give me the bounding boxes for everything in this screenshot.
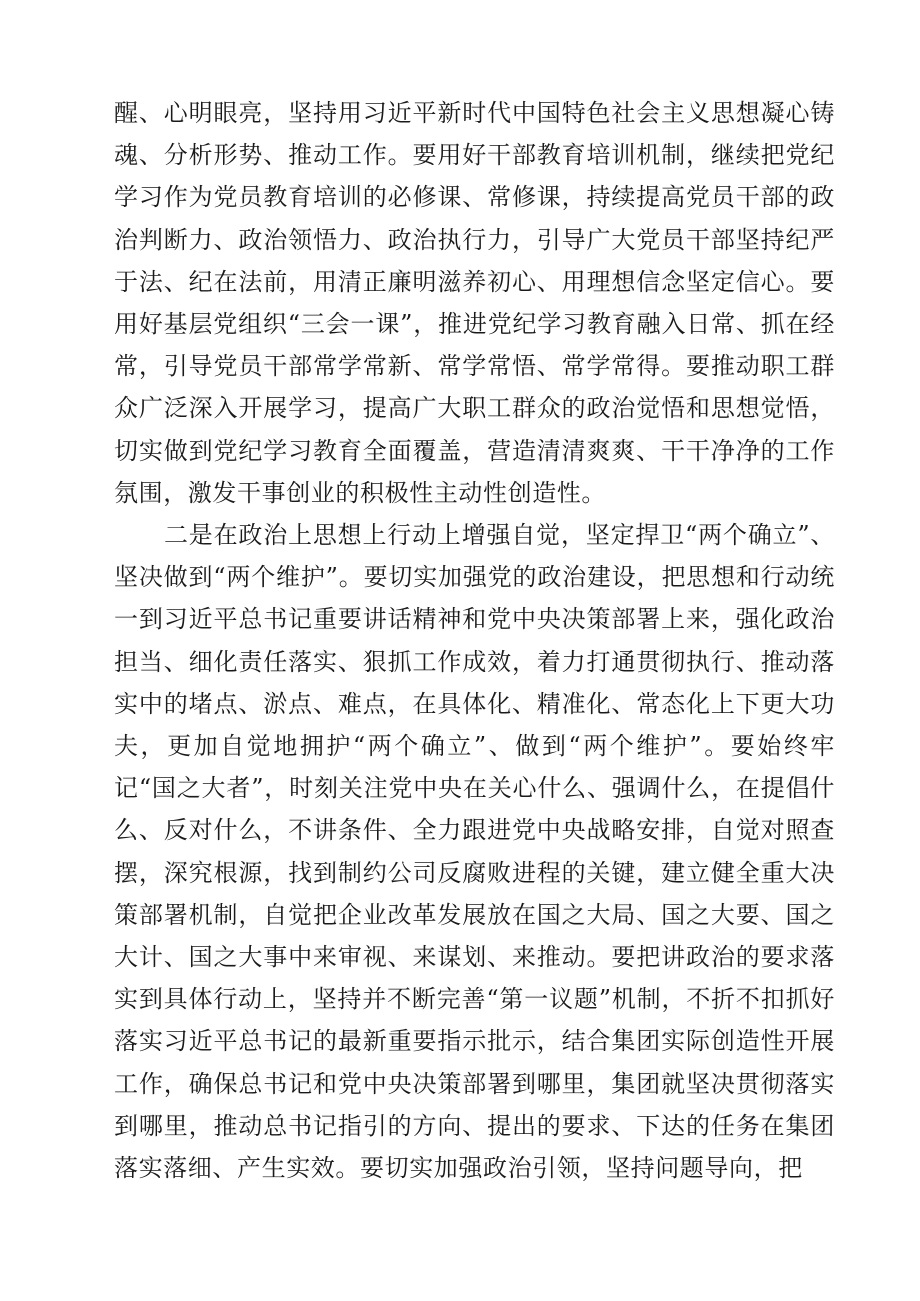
document-body <box>114 92 835 1189</box>
paragraph-continuation: 醒、心明眼亮，坚持用习近平新时代中国特色社会主义思想凝心铸魂、分析形势、推动工作。要用好干部教育培训机制，继续把党纪学习作为党员教育培训的必修课、常修课，持续提高党员干部的政治判断力、政治领悟力、政治执行力，引导广大党员干部坚持纪严于法、纪在法前，用清正廉明滋养初心、用理想信念坚定信心。要用好基层党组织“三会一课”，推进党纪学习教育融入日常、抓在经常，引导党员干部常学常新、常学常悟、常学常得。要推动职工群众广泛深入开展学习，提高广大职工群众的政治觉悟和思想觉悟，切实做到党纪学习教育全面覆盖，营造清清爽爽、干干净净的工作氛围，激发干事创业的积极性主动性创造性。 <box>114 99 835 507</box>
paragraph-point-two: 二是在政治上思想上行动上增强自觉，坚定捍卫“两个确立”、坚决做到“两个维护”。要切实加强党的政治建设，把思想和行动统一到习近平总书记重要讲话精神和党中央决策部署上来，强化政治担当、细化责任落实、狠抓工作成效，着力打通贯彻执行、推动落实中的堵点、淤点、难点，在具体化、精准化、常态化上下更大功夫，更加自觉地拥护“两个确立”、做到“两个维护”。要始终牢记“国之大者”，时刻关注党中央在关心什么、强调什么，在提倡什么、反对什么，不讲条件、全力跟进党中央战略安排，自觉对照查摆，深究根源，找到制约公司反腐败进程的关键，建立健全重大决策部署机制，自觉把企业改革发展放在国之大局、国之大要、国之大计、国之大事中来审视、来谋划、来推动。要把讲政治的要求落实到具体行动上，坚持并不断完善“第一议题”机制，不折不扣抓好落实习近平总书记的最新重要指示批示，结合集团实际创造性开展工作，确保总书记和党中央决策部署到哪里，集团就坚决贯彻落实到哪里，推动总书记指引的方向、提出的要求、下达的任务在集团落实落细、产生实效。要切实加强政治引领，坚持问题导向，把 <box>114 521 835 1183</box>
